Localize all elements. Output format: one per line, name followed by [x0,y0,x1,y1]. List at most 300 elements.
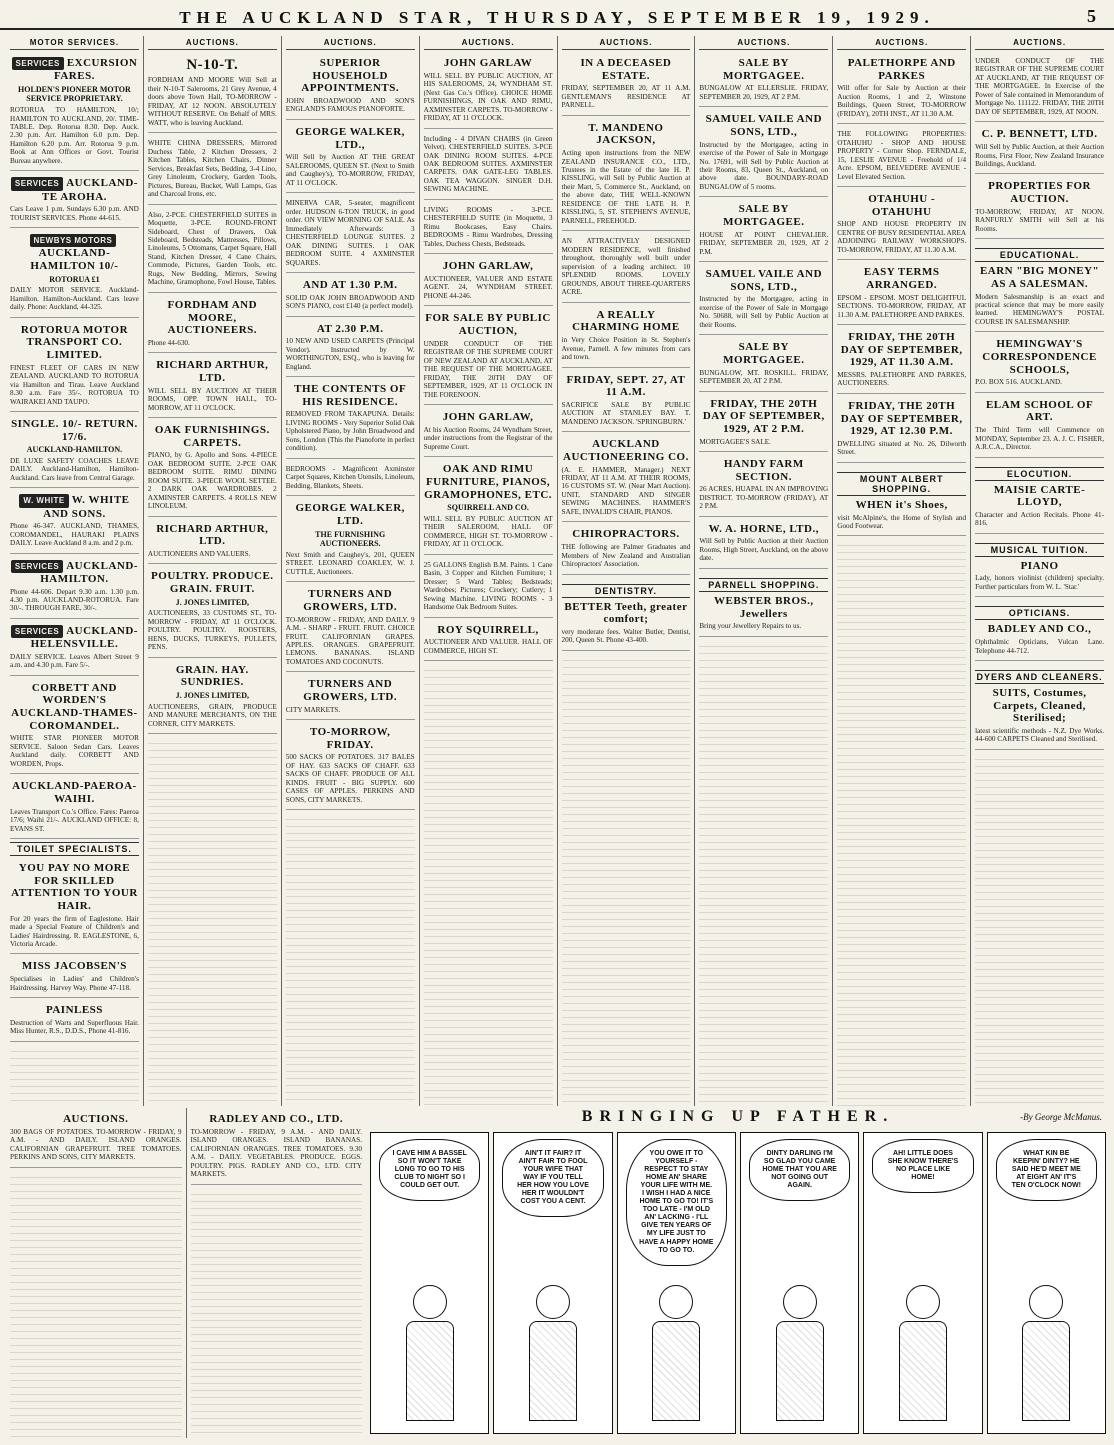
classified-ad [286,585,415,672]
section-heading: MOUNT ALBERT SHOPPING. [837,472,966,496]
ad-headline [975,687,1104,725]
ad-body: LIVING ROOMS - 3-PCE. CHESTERFIELD SUITE (in Moquette, 3 Rimu Bookcases, Easy Chairs. BEDROOMS - Rimu Wardrobes, Dressing Tables, Duchess Chests, Bedsteads. [423,205,553,248]
ad-headline [10,780,139,805]
ad-body: UNDER CONDUCT OF THE REGISTRAR OF THE SUPREME COURT OF NEW ZEALAND AT AUCKLAND, AT THE REQUEST OF THE MORTGAGEE. FRIDAY, THE 20TH DAY OF SEPTEMBER, 1929, AT 11 O'CLOCK IN THE FORENOON. [423,339,553,399]
ad-body: AUCTIONEER, VALUER AND ESTATE AGENT. 24, WYNDHAM STREET. PHONE 44-246. [423,275,553,300]
ad-body: Including - 4 DIVAN CHAIRS (in Green Velvet). CHESTERFIELD SUITES. 3-PCE OAK DINING ROOM SUITES. 4-PCE OAK BEDROOM SUITES. AXMINSTER CARPETS. OAK GATE-LEG TABLES. OAK TEA WAGGON. SINGER D.H. SEWING MACHINE. [423,134,553,194]
ad-headline [148,299,277,337]
ad-body: DAILY MOTOR SERVICE. Auckland-Hamilton. Hamilton-Auckland. Cars leave daily. Phone: Auckland, 44-325. [10,286,139,312]
ad-body: FORDHAM AND MOORE Will Sell at their N-10-T Salerooms, 21 Grey Avenue, 4 doors above Town Hall, TO-MORROW - FRIDAY, AT 12 NOON. ABSOLUTELY WITHOUT RESERVE. On Behalf of MRS. WATT, who is leaving Auckland. [147,76,277,127]
ad-body: Also, 2-PCE. CHESTERFIELD SUITES in Moquette, 3-PCE. ROUND-FRONT Sideboard, Chest of Drawers, Oak Sideboard, Bedsteads, Mattresses, Pillows, Linoleums, 5 Ottomans, Carpet Square, Hall Stand, Kitchen Dresser, 4 Cane Chairs, Commode, Pictures, Garden Tools, etc. Rugs, New Bedding, Mirrors, Sewing Machine, Gramophone, Fowl House, Tables. [147,210,277,287]
classified-ad [286,320,415,378]
classified-ad [975,54,1104,122]
ad-headline [10,234,139,272]
classified-ad [424,257,553,306]
column-filler-text [10,1045,139,1106]
ad-body: THE following are Palmer Graduates and Members of New Zealand and Australian Chiropractors' Association. [561,543,691,569]
ad-headline-text: FOR SALE BY PUBLIC AUCTION, [425,312,551,338]
speech-balloon: AH! LITTLE DOES SHE KNOW THERE'S NO PLACE LIKE HOME! [872,1139,973,1193]
section-heading: MUSICAL TUITION. [975,543,1104,557]
ad-headline [10,625,139,651]
ad-headline-text: AUCKLAND-PAEROA-WAIHI. [12,780,137,805]
ad-headline [424,411,553,424]
ad-headline-text: SUITS, Costumes, Carpets, Cleaned, Sterilised; [992,687,1087,725]
classified-ad [562,54,691,116]
ad-headline [837,193,966,218]
classified-ad [699,265,828,335]
column-heading: AUCTIONS. [975,38,1104,50]
ad-headline-text: ROY SQUIRRELL, [437,623,539,636]
ad-body: Character and Action Recitals. Phone 41-816. [975,510,1104,528]
figure-head [536,1285,570,1319]
ad-headline [699,268,828,293]
ad-body: visit McAlpine's, the Home of Stylish and Good Footwear. [837,513,967,530]
ad-headline-text: GRAIN. HAY. SUNDRIES. [175,663,249,689]
page-number: 5 [1087,6,1096,26]
column-filler-text [975,753,1104,1106]
classified-ad [837,328,966,394]
ad-headline [699,398,828,436]
classified-ad [10,957,139,998]
ad-headline [562,57,691,82]
ad-body: Ophthalmic Opticians, Vulcan Lane. Telephone 44-712. [975,638,1104,655]
column-filler-text [10,1171,182,1438]
ad-headline-text: MISS JACOBSEN'S [21,960,127,973]
ad-headline [10,324,139,362]
classified-ad [148,421,277,517]
classified-ad [424,408,553,457]
ad-body: in Very Choice Position in St. Stephen's Avenue, Parnell. A few minutes from cars and town. [561,336,691,362]
ad-body: SOLID OAK JOHN BROADWOOD AND SON'S PIANO, cost £140 (a perfect model). [285,293,415,311]
ad-headline [148,664,277,689]
classified-ad [286,54,415,120]
ad-headline [699,458,828,483]
ad-headline [148,57,277,74]
ad-logo: SERVICES [12,57,64,70]
ad-body: THE FOLLOWING PROPERTIES: OTAHUHU - SHOP AND HOUSE PROPERTY - Corner Shop. FERNDALE, 15, LESLIE AVENUE - Freehold of 1/4 Acre. EPSOM, BELVEDERE AVENUE - Level Elevated Section. [837,130,967,181]
comic-panel [863,1132,982,1434]
ad-headline-text: TURNERS AND GROWERS, LTD. [303,678,398,704]
ad-body: PIANO, by G. Apollo and Sons. 4-PIECE OAK BEDROOM SUITE. 2-PCE OAK BEDROOM SUITE. RIMU DINING ROOM SUITE. 3-PIECE WOOL SETTEE. 2 DARK OAK WARDROBES. 2 AXMINSTER CARPETS. 4 ROLLS NEW LINOLEUM. [147,451,277,511]
ad-headline-text: MAISIE CARTE-LLOYD, [993,483,1086,509]
ad-headline [837,57,966,82]
ad-headline [286,126,415,151]
ad-headline-text: SALE BY MORTGAGEE. [723,341,805,367]
ad-body: Acting upon instructions from the NEW ZEALAND INSURANCE CO., LTD., Trustees in the Estate of the late H. P. KISSLING, will Sell by Public Auction at their Mart, 5, Commerce St., Auckland, on the above date, THE WELL-KNOWN RESIDENCE OF THE LATE H. P. KISSLING, 5, ST. STEPHEN'S AVENUE, PARNELL, FREEHOLD. [561,149,691,225]
ad-headline-text: EASY TERMS ARRANGED. [863,266,940,291]
column-heading: AUCTIONS. [837,38,966,50]
figure-head [659,1285,693,1319]
classified-ad [148,520,277,565]
section-heading: DENTISTRY. [562,584,691,598]
ad-headline [191,1113,363,1126]
newspaper-title: THE AUCKLAND STAR, THURSDAY, SEPTEMBER 19, 1929. [179,8,935,27]
classified-ad [148,567,277,657]
ad-body: SHOP AND HOUSE PROPERTY IN CENTRE OF BUSY RESIDENTIAL AREA ADJOINING RAILWAY WORKSHOPS. TO-MORROW, FRIDAY, AT 11.30 A.M. [837,220,967,254]
ad-headline [10,682,139,733]
classified-ad [562,234,691,302]
ad-headline-text: YOU PAY NO MORE FOR SKILLED ATTENTION TO YOUR HAIR. [11,861,138,912]
ad-headline-text: FRIDAY, THE 20TH DAY OF SEPTEMBER, 1929, AT 2 P.M. [702,397,825,435]
classified-ad [837,466,966,537]
ad-headline [10,1113,182,1126]
ad-headline [148,424,277,449]
classified-ad [975,125,1104,174]
classified-ad [424,460,553,554]
ad-body: For 20 years the firm of Eaglestone. Hair made a Special Feature of Children's and Ladies' Hairdressing. R. EAGLESTONE, 6, Victoria Arcade. [10,914,139,948]
ad-headline [10,960,139,973]
classified-ad [148,208,277,293]
ad-logo: W. WHITE [19,494,68,507]
ad-headline-text: AUCTIONS. [63,1113,129,1125]
classified-ad [699,54,828,107]
ad-body: FINEST FLEET OF CARS IN NEW ZEALAND. AUCKLAND TO ROTORUA via Hamilton and Tirau. Leave Auckland 8.30 a.m. Fare 35/-. ROTORUA TO WAIRAKEI AND TAUPO. [10,363,139,406]
column-heading: AUCTIONS. [286,38,415,50]
ad-headline-text: AUCKLAND-TE AROHA. [41,177,138,203]
ad-body: Modern Salesmanship is an exact and practical science that may be more easily learned. HEMINGWAY'S POSTAL COURSE IN SALESMANSHIP. [975,292,1104,326]
ad-body: BEDROOMS - Magnificent Axminster Carpet Squares, Kitchen Utensils, Linoleum, Bedding, Blankets, Sheets. [285,464,415,490]
ad-headline-text: JOHN GARLAW, [442,411,534,424]
ad-headline-text: AUCKLAND-HAMILTON. [40,559,138,585]
ad-body: AUCTIONEERS, 33 CUSTOMS ST., TO-MORROW - FRIDAY, AT 11 O'CLOCK. POULTRY. POULTRY. ROOSTERS, HENS, DUCKS, TURKEYS, PULLETS, PENS. [147,609,277,652]
classified-ad [424,309,553,405]
classified-ad [191,1110,363,1185]
classified-ad [286,123,415,193]
ad-headline-text: OTAHUHU - OTAHUHU [868,193,936,218]
ad-body: Instructed by the Mortgagee, acting in exercise of the Power of Sale in Mortgage No. 50688, will Sell by Public Auction at their Rooms. [699,295,829,329]
figure-head [783,1285,817,1319]
classified-ad [10,1001,139,1042]
ad-headline [699,57,828,82]
classified-ad [286,723,415,810]
column-filler-text [699,640,828,1106]
section-heading: EDUCATIONAL. [975,248,1104,262]
ad-headline-text: BADLEY AND CO., [987,623,1092,636]
classified-ad [837,397,966,463]
ad-body: AUCTIONEERS, GRAIN, PRODUCE AND MANURE MERCHANTS, ON THE CORNER, CITY MARKETS. [147,702,277,728]
ad-headline-text: PIANO [1020,559,1059,572]
classified-ad [286,499,415,582]
figure-head [906,1285,940,1319]
figure-body [529,1321,577,1421]
ad-headline [10,177,139,203]
cartoon-figure [646,1285,706,1425]
ad-headline-text: HEMINGWAY'S CORRESPONDENCE SCHOOLS, [982,338,1097,376]
comic-panel [370,1132,489,1434]
classified-ad [10,54,139,171]
ad-body: (A. E. HAMMER, Manager.) NEXT FRIDAY, AT 11 A.M. AT THEIR ROOMS, 16 CUSTOMS ST. W. (Near Mart Auction). UNIT, STANDARD AND SINGER SEWING MACHINES. HAMMER'S SAFE, INVALID'S CHAIR, PIANOS. [561,465,691,516]
ad-headline [10,560,139,586]
ad-headline [424,463,553,501]
section-heading: TOILET SPECIALISTS. [10,842,139,856]
ad-body: EPSOM - EPSOM. MOST DELIGHTFUL SECTIONS. TO-MORROW, FRIDAY, AT 11.30 A.M. PALETHORPE AND PARKES. [837,293,967,319]
classified-ad [699,200,828,262]
ad-body: WHITE CHINA DRESSERS, Mirrored Duchess Table, 2 Kitchen Dressers, 2 Kitchen Tables, Kitchen Chairs, Dinner Services, Breakfast Sets, Bedding, 3-4 Lino, Grey Linoleum, Crockery, Garden Tools, Pictures, Bureau, Bucket, Wall Lamps, Gas and Charcoal Irons, etc. [147,139,277,199]
ad-headline-text: TURNERS AND GROWERS, LTD. [303,588,398,613]
ad-logo: SERVICES [11,625,63,638]
classified-ad [699,520,828,569]
comic-panel [987,1132,1106,1434]
ad-headline [148,570,277,595]
ad-body: Will Sell by Auction AT THE GREAT SALEROOMS, QUEEN ST. (Next to Smith and Caughey's), TO-MORROW, FRIDAY, AT 11 O'CLOCK. [285,153,415,187]
ad-headline-text: N-10-T. [186,57,239,73]
section-heading: DYERS AND CLEANERS. [976,672,1103,683]
ad-body: WILL SELL BY PUBLIC AUCTION AT THEIR SALEROOM, HALL OF COMMERCE, HIGH ST. TO-MORROW - FRIDAY, AT 11 O'CLOCK. [423,514,553,549]
ad-body: 500 SACKS OF POTATOES. 317 BALES OF HAY. 633 SACKS OF CHAFF. 633 SACKS OF CHAFF. PRODUCE OF ALL KINDS. FRUIT - BIG SUPPLY. 600 CASES OF APPLES. PERKINS AND SONS, CITY MARKETS. [285,753,415,804]
ad-headline-text: TO-MORROW, FRIDAY. [309,726,391,751]
column-heading: AUCTIONS. [562,38,691,50]
ad-subheading: THE FURNISHING AUCTIONEERS. [315,529,386,549]
comic-title: BRINGING UP FATHER. [581,1108,895,1125]
ad-headline [286,323,415,336]
ad-body: 10 NEW AND USED CARPETS (Principal Vendor). Instructed by W. WORTHINGTON, ESQ., who is leaving for England. [285,337,415,371]
ad-headline [286,383,415,408]
classified-ad [699,395,828,452]
ad-headline [975,180,1104,205]
ad-headline-text: AUCKLAND-HAMILTON 10/- [30,247,119,273]
comic-panel [493,1132,612,1434]
ad-body: AUCTIONEER AND VALUER. HALL OF COMMERCE, HIGH ST. [423,638,553,655]
classified-ad [562,578,691,651]
classified-ad [562,119,691,232]
ad-headline-text: SAMUEL VAILE AND SONS, LTD., [705,268,823,293]
classified-ad [562,371,691,433]
ad-headline [424,57,553,70]
ad-body: The Third Term will Commence on MONDAY, September 23. A. J. C. FISHER, A.R.C.A., Director. [975,426,1104,452]
classified-ad [699,572,828,637]
classified-ad [424,621,553,662]
classified-ad [975,396,1104,458]
ad-headline-text: RICHARD ARTHUR, LTD. [156,359,269,384]
speech-balloon: YOU OWE IT TO YOURSELF - RESPECT TO STAY HOME AN' SHARE YOUR LIFE WITH ME. I WISH I HAD A NICE HOME TO GO TO! IT'S TOO LATE - I'M OLD AN' LACKING - I'LL GIVE TEN YEARS OF MY LIFE JUST TO HAVE A HAPPY HOME TO GO TO. [626,1139,727,1266]
ad-headline-text: PAINLESS [45,1004,103,1017]
ad-headline [148,523,277,548]
ad-subheading: J. JONES LIMITED, [175,597,249,607]
ad-headline-text: RICHARD ARTHUR, LTD. [156,522,269,548]
ad-body: JOHN BROADWOOD AND SON'S ENGLAND'S FAMOUS PIANOFORTE. [285,96,415,114]
classified-ad [10,491,139,553]
ad-body: AUCTIONEERS AND VALUERS. [147,550,251,558]
ad-headline [10,57,139,83]
classified-ad [10,415,139,488]
classified-ad [837,127,966,187]
ad-body: MINERVA CAR, 5-seater, magnificent order. HUDSON 6-TON TRUCK, in good order. ON VIEW MORNING OF SALE. As Immediately Afterwards: 3 CHESTERFIELD LOUNGE SUITES. 2 OAK DINING SUITES. 1 OAK BEDROOM SUITE. 4 AXMINSTER SQUARES. [285,199,415,267]
bottom-left-auctions [6,1108,366,1438]
column [558,36,696,1106]
ad-body: DE LUXE SAFETY COACHES LEAVE DAILY. Auckland-Hamilton, Hamilton-Auckland. Cars leave from Central Garage. [10,456,139,482]
ad-body: Phone 44-630. [147,338,190,347]
figure-body [406,1321,454,1421]
ad-subheading: J. JONES LIMITED, [175,691,249,701]
ad-headline [10,494,139,520]
ad-headline [837,499,966,512]
ad-headline-text: BETTER Teeth, greater comfort; [564,600,688,626]
ad-headline-text: SUPERIOR HOUSEHOLD APPOINTMENTS. [301,57,400,95]
ad-body: 26 ACRES, HUAPAI. IN AN IMPROVING DISTRICT. TO-MORROW (FRIDAY), AT 2 P.M. [699,485,829,511]
ad-body: DWELLING situated at No. 26, Dilworth Street. [837,439,967,457]
classified-ad [10,321,139,412]
ad-headline-text: IN A DECEASED ESTATE. [580,57,672,82]
classified-ad [148,356,277,418]
ad-headline [562,309,691,334]
classified-ad [837,54,966,124]
ad-headline-text: GEORGE WALKER, LTD. [295,502,405,527]
classified-ad [148,296,277,353]
ad-headline-text: FRIDAY, SEPT. 27, AT 11 A.M. [566,373,686,399]
classified-ad [975,537,1104,598]
ad-headline [562,528,691,541]
classified-ad [562,306,691,368]
ad-body: At his Auction Rooms, 24 Wyndham Street, under instructions from the Registrar of the Supreme Court. [423,425,553,451]
ad-headline [562,122,691,147]
ad-body: Bring your Jewellery Repairs to us. [699,622,802,631]
ad-headline [286,726,415,751]
ad-body: TO-MORROW, FRIDAY, AT NOON. RANFURLY SMITH will Sell at his Rooms. [975,207,1104,233]
column-filler-text [191,1188,363,1438]
ad-headline-text: C. P. BENNETT, LTD. [981,128,1098,141]
cartoon-figure [1016,1285,1076,1425]
column [971,36,1108,1106]
classified-ad [975,177,1104,239]
ad-body: Specialises in Ladies' and Children's Hairdressing. Harvey Way. Phone 47-118. [10,975,139,992]
ad-body: Phone 46-347. AUCKLAND, THAMES, COROMANDEL, HAURAKI PLAINS DAILY. Leave Auckland 8 a.m. and 2 p.m. [10,522,139,548]
classified-ad [286,462,415,496]
figure-head [413,1285,447,1319]
figure-head [1029,1285,1063,1319]
ad-body: 300 BAGS OF POTATOES. TO-MORROW - FRIDAY, 9 A.M. - AND DAILY. ISLAND ORANGES. CALIFORNIAN GRAPEFRUIT. TREE TOMATOES. PERKINS AND SONS, CITY MARKETS. [10,1127,182,1162]
ad-headline [148,359,277,384]
ad-body: Will Sell by Public Auction at their Auction Rooms, High Street, Auckland, on the above date. [699,537,829,563]
ad-headline-text: AUCKLAND AUCTIONEERING CO. [563,438,689,463]
ad-body: WILL SELL BY AUCTION AT THEIR ROOMS, OPP. TOWN HALL, TO-MORROW, AT 11 O'CLOCK. [147,386,277,412]
ad-headline [10,418,139,443]
section-heading: ELOCUTION. [975,467,1104,481]
ad-headline [699,203,828,228]
ad-headline [975,623,1104,636]
comic-panels [370,1132,1106,1434]
ad-body: latest scientific methods - N.Z. Dye Works. 44-600 CARPETS Cleaned and Sterilised. [975,726,1104,744]
classified-ad [975,335,1104,392]
classified-ad [10,557,139,619]
masthead [0,0,1114,30]
ad-headline [562,374,691,399]
classified-ad [148,136,277,204]
ad-body: WHITE STAR PIONEER MOTOR SERVICE. Saloon Sedan Cars. Leaves Auckland daily. CORBETT AND WORDEN, Props. [10,734,139,768]
ad-headline-text: GEORGE WALKER, LTD., [295,125,405,151]
figure-body [899,1321,947,1421]
ad-headline [286,502,415,527]
section-heading: PARNELL SHOPPING. [699,578,828,592]
ad-body: Will Sell by Public Auction, at their Auction Rooms, First Floor, New Zealand Insurance Buildings, Auckland. [975,143,1104,168]
ad-body: very moderate fees. Walter Butler, Dentist, 200, Queen St. Phone 43-400. [561,627,691,645]
ad-headline [699,595,828,620]
cartoon-figure [770,1285,830,1425]
ad-body: FRIDAY, SEPTEMBER 20, AT 11 A.M. GENTLEMAN'S RESIDENCE AT PARNELL. [561,84,691,110]
ad-headline-text: EXCURSION FARES. [53,57,138,83]
ad-headline-text: SALE BY MORTGAGEE. [723,203,805,229]
classified-ad [424,203,553,254]
classified-ad [975,600,1104,661]
ad-body: BUNGALOW, MT. ROSKILL. FRIDAY, SEPTEMBER 20, AT 2 P.M. [699,368,829,386]
ad-body: UNDER CONDUCT OF THE REGISTRAR OF THE SUPREME COURT AT AUCKLAND, AT THE REQUEST OF THE MORTGAGEE. In Exercise of the Power of Sale contained in Memorandum of Mortgage No. 111122. FRIDAY, THE 20TH DAY OF SEPTEMBER, 1929, AT NOON. [975,57,1104,116]
column [420,36,558,1106]
column [282,36,420,1106]
column-filler-text [286,813,415,1106]
speech-balloon: WHAT KIN BE KEEPIN' DINTY? HE SAID HE'D MEET ME AT EIGHT AN' IT'S TEN O'CLOCK NOW! [996,1139,1097,1201]
column-heading: AUCTIONS. [699,38,828,50]
classified-ad [10,231,139,318]
ad-headline-text: AUCKLAND-HELENSVILLE. [30,624,138,651]
classified-ad [10,174,139,228]
column-heading: AUCTIONS. [148,38,277,50]
ad-logo: SERVICES [11,177,63,190]
figure-body [1022,1321,1070,1421]
classified-ad [10,859,139,955]
classified-ad [10,679,139,775]
classified-ad [286,380,415,459]
classified-ad [10,622,139,676]
ad-headline [562,601,691,626]
ad-headline-text: PALETHORPE AND PARKES [847,57,956,82]
ad-headline [562,438,691,463]
figure-body [776,1321,824,1421]
ad-headline [837,266,966,291]
classified-ad [975,664,1104,750]
column-heading: MOTOR SERVICES. [10,38,139,50]
classified-ad [699,338,828,391]
speech-balloon: I CAVE HIM A BASSEL SO IT WON'T TAKE LONG TO GO TO HIS CLUB TO NIGHT SO I COULD GET OUT. [379,1139,480,1201]
ad-headline-text: FRIDAY, THE 20TH DAY OF SEPTEMBER, 1929, AT 11.30 A.M. [840,331,963,369]
ad-headline [975,265,1104,290]
ad-headline-text: W. WHITE AND SONS. [43,494,130,520]
ad-body: TO-MORROW - FRIDAY, 9 A.M. - AND DAILY. ISLAND ORANGES. ISLAND BANANAS. CALIFORNIAN ORANGES. TREE TOMATOES. 9.30 A.M. - DAILY. VEGETABLES. PRODUCE. EGGS. POULTRY. PIGS. RADLEY AND CO., LTD. CITY MARKETS. [190,1127,362,1179]
ad-subheading: ROTORUA £1 [49,274,100,284]
ad-headline-text: OAK FURNISHINGS. CARPETS. [154,424,270,449]
ad-headline-text: PROPERTIES FOR AUCTION. [988,180,1091,206]
column-filler-text [424,664,553,1106]
column-heading: AUCTIONS. [424,38,553,50]
column-filler-text [562,654,691,1106]
ad-headline-text: SINGLE. 10/- RETURN. 17/6. [11,418,138,443]
ad-body: 25 GALLONS English B.M. Paints. 1 Cane Basin, 3 Copper and Kitchen Furniture; 1 Dresser; 5 Ward Tables; Bedsteads; Wardrobes; Pictures; Crockery; Cutlery; 1 Sewing Machine. LIVING ROOMS - 3 Handsome Oak Bedroom Suites. [423,560,553,612]
ad-body: TO-MORROW - FRIDAY, AND DAILY. 9 A.M. - SHARP - FRUIT. FRUIT. CHOICE FRUIT. CALIFORNIAN GRAPES. APPLES. ORANGES. GRAPEFRUIT. LEMONS. BANANAS. ISLAND TOMATOES AND COCONUTS. [285,615,415,666]
ad-headline [699,523,828,536]
ad-headline [699,341,828,366]
ad-subheading: HOLDEN'S PIONEER MOTOR SERVICE PROPRIETARY. [18,84,131,104]
ad-body: HOUSE AT POINT CHEVALIER. FRIDAY, SEPTEMBER 20, 1929, AT 2 P.M. [699,230,829,256]
ad-body: BUNGALOW AT ELLERSLIE. FRIDAY, SEPTEMBER 20, 1929, AT 2 P.M. [699,84,829,101]
ad-body: Will offer for Sale by Auction at their Auction Rooms, 1 and 2, Winstone Buildings, Queen Street, TO-MORROW (FRIDAY), 20TH INST., AT 11.30 A.M. [837,84,967,118]
ad-headline-text: ELAM SCHOOL OF ART. [985,398,1094,424]
classified-ad [562,435,691,522]
ad-headline-text: A REALLY CHARMING HOME [572,308,680,334]
ad-body: MORTGAGEE'S SALE. [699,437,771,446]
ad-headline [837,331,966,369]
column [695,36,833,1106]
ad-body: P.O. BOX 516. AUCKLAND. [975,378,1062,387]
ad-headline-text: HANDY FARM SECTION. [723,458,804,483]
ad-body: Next Smith and Caughey's, 201, QUEEN STREET. LEONARD COAKLEY, W. J. CUTTLE, Auctioneers. [285,550,415,576]
classified-ad [424,54,553,129]
ad-headline [286,588,415,613]
ad-headline [424,312,553,337]
classified-ad [837,263,966,325]
classified-ad [837,190,966,260]
ad-headline [286,678,415,703]
comic-panel [617,1132,736,1434]
ad-headline-text: WHEN it's Shoes, [855,498,948,511]
ad-headline [975,560,1104,573]
